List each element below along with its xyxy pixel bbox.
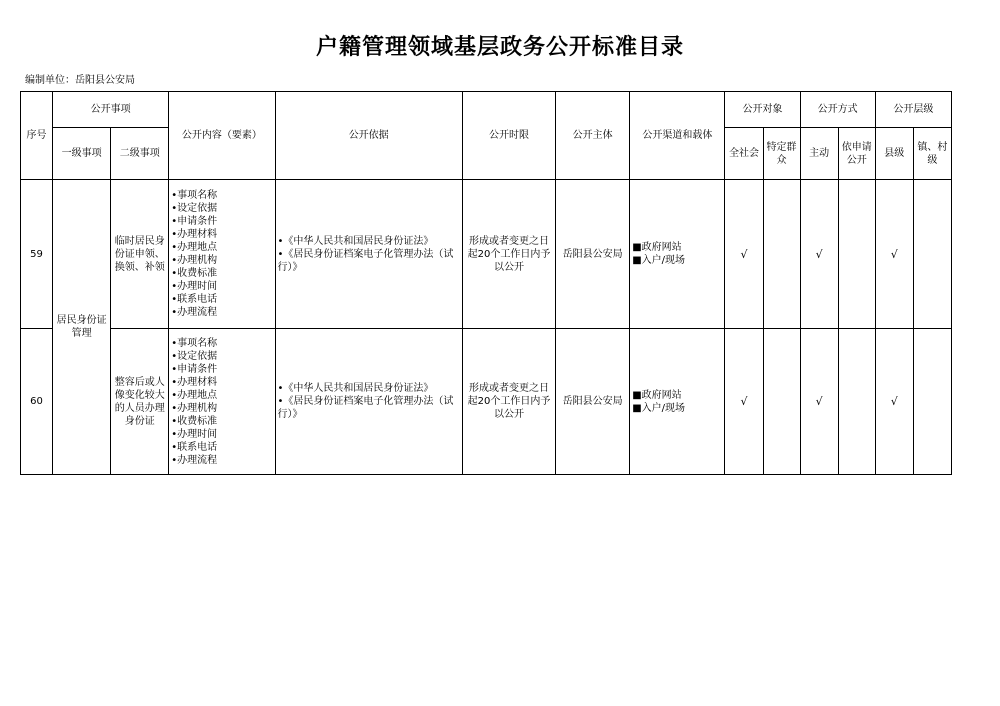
element-item: •办理地点 — [171, 389, 218, 401]
element-item: •办理材料 — [171, 229, 218, 240]
header-level2: 二级事项 — [111, 128, 169, 180]
header-time-limit: 公开时限 — [462, 92, 555, 180]
element-item: •联系电话 — [171, 441, 218, 453]
cell-mode-request — [838, 329, 875, 475]
element-item: •设定依据 — [171, 350, 218, 362]
row-time-limit: 形成或者变更之日起20个工作日内予以公开 — [462, 180, 555, 329]
header-basis: 公开依据 — [275, 92, 462, 180]
cell-target-specific — [763, 180, 800, 329]
cell-layer-county: √ — [875, 329, 913, 475]
header-items: 公开事项 — [53, 92, 169, 128]
row-seq: 59 — [21, 180, 53, 329]
header-mode-request: 依申请公开 — [838, 128, 875, 180]
element-item: •申请条件 — [171, 216, 218, 227]
header-layer-county: 县级 — [875, 128, 913, 180]
cell-target-all: √ — [725, 180, 763, 329]
row-basis — [275, 329, 462, 475]
catalog-table — [20, 91, 952, 475]
header-seq: 序号 — [21, 92, 53, 180]
cell-target-all: √ — [725, 329, 763, 475]
element-item: •办理流程 — [171, 307, 218, 318]
basis-item: •《中华人民共和国居民身份证法》 — [277, 383, 434, 394]
header-mode-active: 主动 — [800, 128, 838, 180]
row-level1: 居民身份证管理 — [53, 180, 111, 475]
header-content: 公开内容（要素） — [169, 92, 275, 180]
header-target-all: 全社会 — [725, 128, 763, 180]
element-item: •办理机构 — [171, 402, 218, 414]
basis-item: •《中华人民共和国居民身份证法》 — [277, 235, 434, 247]
channel-item: ■政府网站 — [632, 389, 682, 401]
row-elements — [169, 180, 275, 329]
channel-item: ■政府网站 — [632, 242, 682, 253]
element-item: •事项名称 — [171, 337, 218, 349]
compiler-unit: 编制单位：岳阳县公安局 — [25, 75, 135, 86]
row-subject: 岳阳县公安局 — [556, 180, 630, 329]
cell-mode-active: √ — [800, 329, 838, 475]
row-basis — [275, 180, 462, 329]
element-item: •收费标准 — [171, 415, 218, 427]
row-channel — [630, 329, 725, 475]
row-time-limit: 形成或者变更之日起20个工作日内予以公开 — [462, 329, 555, 475]
cell-mode-active: √ — [800, 180, 838, 329]
basis-item: •《居民身份证档案电子化管理办法（试行）》 — [277, 396, 454, 420]
header-target-specific: 特定群众 — [763, 128, 800, 180]
basis-item: •《居民身份证档案电子化管理办法（试行）》 — [277, 248, 454, 273]
row-seq: 60 — [21, 329, 53, 475]
cell-layer-town — [913, 180, 951, 329]
header-target: 公开对象 — [725, 92, 800, 128]
element-item: •办理时间 — [171, 281, 218, 292]
element-item: •办理时间 — [171, 428, 218, 440]
element-item: •办理材料 — [171, 376, 218, 388]
element-item: •设定依据 — [171, 203, 218, 214]
header-layer-town: 镇、村级 — [913, 128, 951, 180]
element-item: •申请条件 — [171, 363, 218, 375]
header-row-1 — [21, 92, 952, 128]
element-item: •办理机构 — [171, 255, 218, 266]
table-row — [21, 180, 952, 329]
row-level2: 整容后或人像变化较大的人员办理身份证 — [111, 329, 169, 475]
header-mode: 公开方式 — [800, 92, 875, 128]
channel-item: ■入户/现场 — [632, 402, 686, 414]
header-layer: 公开层级 — [875, 92, 951, 128]
row-subject: 岳阳县公安局 — [556, 329, 630, 475]
row-channel — [630, 180, 725, 329]
header-level1: 一级事项 — [53, 128, 111, 180]
cell-layer-county: √ — [875, 180, 913, 329]
row-level2: 临时居民身份证申领、换领、补领 — [111, 180, 169, 329]
page-title: 户籍管理领域基层政务公开标准目录 — [315, 35, 684, 60]
element-item: •办理流程 — [171, 454, 218, 466]
element-item: •联系电话 — [171, 294, 218, 305]
row-elements — [169, 329, 275, 475]
element-item: •收费标准 — [171, 268, 218, 279]
header-channel: 公开渠道和载体 — [630, 92, 725, 180]
element-item: •事项名称 — [171, 190, 218, 201]
channel-item: ■入户/现场 — [632, 255, 686, 266]
element-item: •办理地点 — [171, 242, 218, 253]
cell-layer-town — [913, 329, 951, 475]
table-row — [21, 329, 952, 475]
cell-target-specific — [763, 329, 800, 475]
header-subject: 公开主体 — [556, 92, 630, 180]
cell-mode-request — [838, 180, 875, 329]
